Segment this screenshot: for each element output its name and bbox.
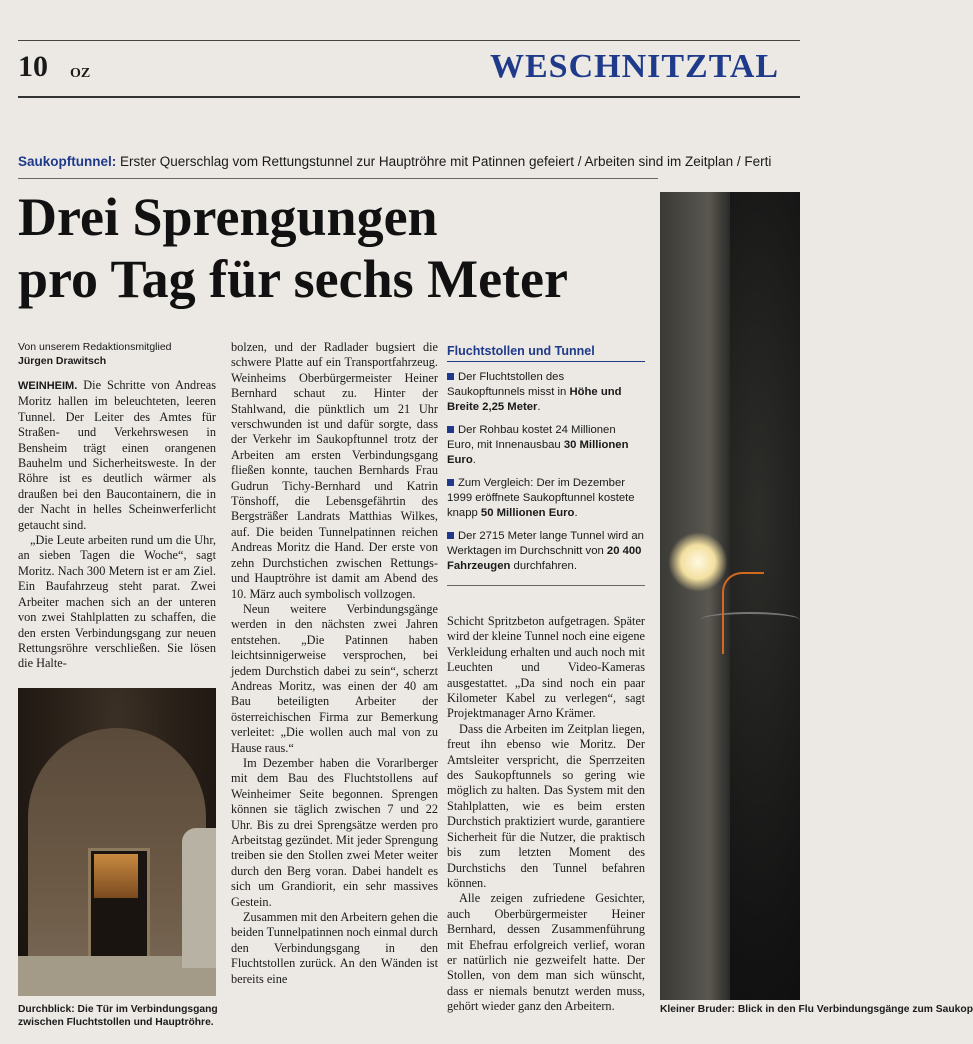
byline: [18, 340, 228, 368]
info-box-rule: [447, 585, 645, 586]
info-tail: durchfahren.: [510, 560, 577, 572]
info-box: [447, 344, 645, 582]
photo-wire: [722, 572, 764, 654]
info-box-title: Fluchtstollen und Tunnel: [447, 344, 645, 362]
info-tail: .: [537, 401, 541, 413]
paragraph: Dass die Arbeiten im Zeitplan liegen, freut ihn ebenso wie Moritz. Der Amtsleiter verspricht, die Sperrzeiten des Saukopftunnels so gering wie möglich zu halten. Das System mit den Stahlplatten, wie es beim ersten Durchstich praktiziert wurde, garantiere Sicherheit für die Nutzer, die praktisch bis zum letzten Moment des Durchstichs den Tunnel befahren können.: [447, 721, 645, 890]
info-tail: .: [472, 454, 476, 466]
photo-lamp: [668, 532, 728, 592]
byline-intro: Von unserem Redaktionsmitglied: [18, 341, 172, 353]
kicker-topic: Saukopftunnel:: [18, 154, 117, 169]
tunnel-interior-photo: [660, 192, 800, 1000]
photo-rock: [182, 828, 216, 968]
paragraph: Im Dezember haben die Vorarlberger mit dem Bau des Fluchtstollens auf Weinheimer Seite begonnen. Sprengen können sie täglich zwischen 7 und 22 Uhr. Bis zu drei Sprengsätze werden pro Arbeitstag gezündet. Mit jeder Sprengung treiben sie den Stollen zwei Meter weiter durch den Berg voran. Dabei handelt es sich um Grandiorit, ein sehr massives Gestein.: [231, 755, 438, 909]
bullet-square-icon: [447, 479, 454, 486]
headline-line-1: Drei Sprengungen: [18, 187, 438, 247]
info-box-item: [447, 529, 645, 574]
info-text: Der 2715 Meter lange Tunnel wird an Werktagen im Durchschnitt von: [447, 530, 644, 557]
section-title: WESCHNITZTAL: [490, 48, 780, 85]
paragraph: Zusammen mit den Arbeitern gehen die beiden Tunnelpatinnen noch einmal durch den Verbindungsgang in den Fluchtstollen zurück. An den Wänden ist bereits eine: [231, 910, 438, 986]
kicker: [18, 154, 800, 169]
caption-label: Durchblick:: [18, 1004, 75, 1015]
info-tail: .: [574, 507, 578, 519]
info-bold: Höhe und Breite 2,25 Meter: [447, 386, 622, 413]
dateline: WEINHEIM.: [18, 380, 78, 392]
info-bold: 20 400 Fahrzeugen: [447, 545, 642, 572]
caption-label: Kleiner Bruder:: [660, 1004, 735, 1015]
paragraph: [18, 378, 216, 533]
bullet-square-icon: [447, 373, 454, 380]
caption-text: Blick in den Flu Verbindungsgänge zum Saukop: [737, 1004, 973, 1015]
header-rule: [18, 96, 800, 98]
page-number: 10: [18, 50, 48, 83]
photo-wall: [660, 192, 730, 1000]
info-bold: 50 Millionen Euro: [480, 507, 575, 519]
caption-text: Die Tür im Verbindungsgang zwischen Fluchtstollen und Hauptröhre.: [18, 1004, 218, 1028]
paragraph: Alle zeigen zufriedene Gesichter, auch Oberbürgermeister Heiner Bernhard, dessen Zusammenführung mit Ehefrau erfolgreich verlief, woran er natürlich nie gezweifelt hatte. Der Stollen, von dem man sich wünscht, dass er niemals benutzt werden muss, gehört wieder ganz den Arbeitern.: [447, 891, 645, 1014]
paragraph: bolzen, und der Radlader bugsiert die schwere Platte auf ein Transportfahrzeug. Weinheims Oberbürgermeister Heiner Bernhard schaut zu. Hinter der Stahlwand, die pünktlich um 21 Uhr verschwunden ist und dafür sorgte, dass der Verkehr im Saukopftunnel trotz der Arbeiten am ersten Verbindungsgang fließen konnte, tauchen Bernhards Frau Gudrun Tichy-Bernhard und Katrin Tönshoff, die Lebensgefährtin des Bergsträßer Landrats Matthias Wilkes, auf. Die beiden Tunnelpatinnen reichen Andreas Moritz die Hand. Der erste von zehn Durchstichen zwischen Rettungs- und Hauptröhre ist damit am Abend des 10. März auch symbolisch vollzogen.: [231, 340, 438, 601]
photo-caption-1: [18, 1003, 218, 1029]
info-bold: 30 Millionen Euro: [447, 439, 629, 466]
article-column-1: [18, 378, 216, 672]
tunnel-door-photo: [18, 688, 216, 996]
info-text: Der Rohbau kostet 24 Millionen Euro, mit Innenausbau: [447, 424, 616, 451]
paragraph-text: Die Schritte von Andreas Moritz hallen im beleuchteten, leeren Tunnel. Der Leiter des Amtes für Straßen- und Verkehrswesen in Bensheim trägt einen orangenen Bauhelm und Sicherheitsweste. In der Röhre ist es deutlich wärmer als draußen bei den Baucontainern, die in der Nacht in helles Scheinwerferlicht getaucht sind.: [18, 378, 217, 532]
info-text: Zum Vergleich: Der im Dezember 1999 eröffnete Saukopftunnel kostete knapp: [447, 477, 635, 519]
paragraph: Neun weitere Verbindungsgänge werden in den nächsten zwei Jahren entstehen. „Die Patinnen haben leichtsinnigerweise versprochen, bei jedem Durchstich dabei zu sein“, scherzt Andreas Moritz, was einen der 40 am Bau beteiligten Arbeiter der österreichischen Firma zur Bemerkung verleitet: „Die wollen auch mal von zu Hause raus.“: [231, 601, 438, 755]
paragraph: „Die Leute arbeiten rund um die Uhr, an sieben Tagen die Woche“, sagt Moritz. Nach 300 Metern ist er am Ziel. Ein Baufahrzeug steht parat. Zwei Arbeiter machen sich an der unteren von zwei Stahlplatten zu schaffen, die den ersten Verbindungsgang zur neuen Rettungsröhre verschließen. Sie lösen die Halte-: [18, 533, 216, 671]
article-column-3: [447, 614, 645, 1015]
paragraph: Schicht Spritzbeton aufgetragen. Später wird der kleine Tunnel noch eine eigene Verkleidung erhalten und auch noch mit Leuchten und Video-Kameras ausgestattet. „Da sind noch ein paar Kilometer Kabel zu verlegen“, sagt Projektmanager Arno Krämer.: [447, 614, 645, 721]
info-box-item: [447, 370, 645, 415]
top-rule: [18, 40, 800, 41]
paper-abbrev: OZ: [70, 66, 91, 81]
info-box-item: [447, 476, 645, 521]
kicker-rule: [18, 178, 658, 179]
bullet-square-icon: [447, 426, 454, 433]
byline-author: Jürgen Drawitsch: [18, 355, 107, 367]
info-box-item: [447, 423, 645, 468]
headline: [18, 186, 658, 310]
info-text: Der Fluchtstollen des Saukopftunnels misst in: [447, 371, 570, 398]
kicker-text: Erster Querschlag vom Rettungstunnel zur Hauptröhre mit Patinnen gefeiert / Arbeiten sind im Zeitplan / Ferti: [120, 154, 772, 169]
photo-caption-2: [660, 1003, 973, 1016]
headline-line-2: pro Tag für sechs Meter: [18, 249, 568, 309]
article-column-2: [231, 340, 438, 987]
bullet-square-icon: [447, 532, 454, 539]
photo-door-light: [94, 854, 138, 898]
